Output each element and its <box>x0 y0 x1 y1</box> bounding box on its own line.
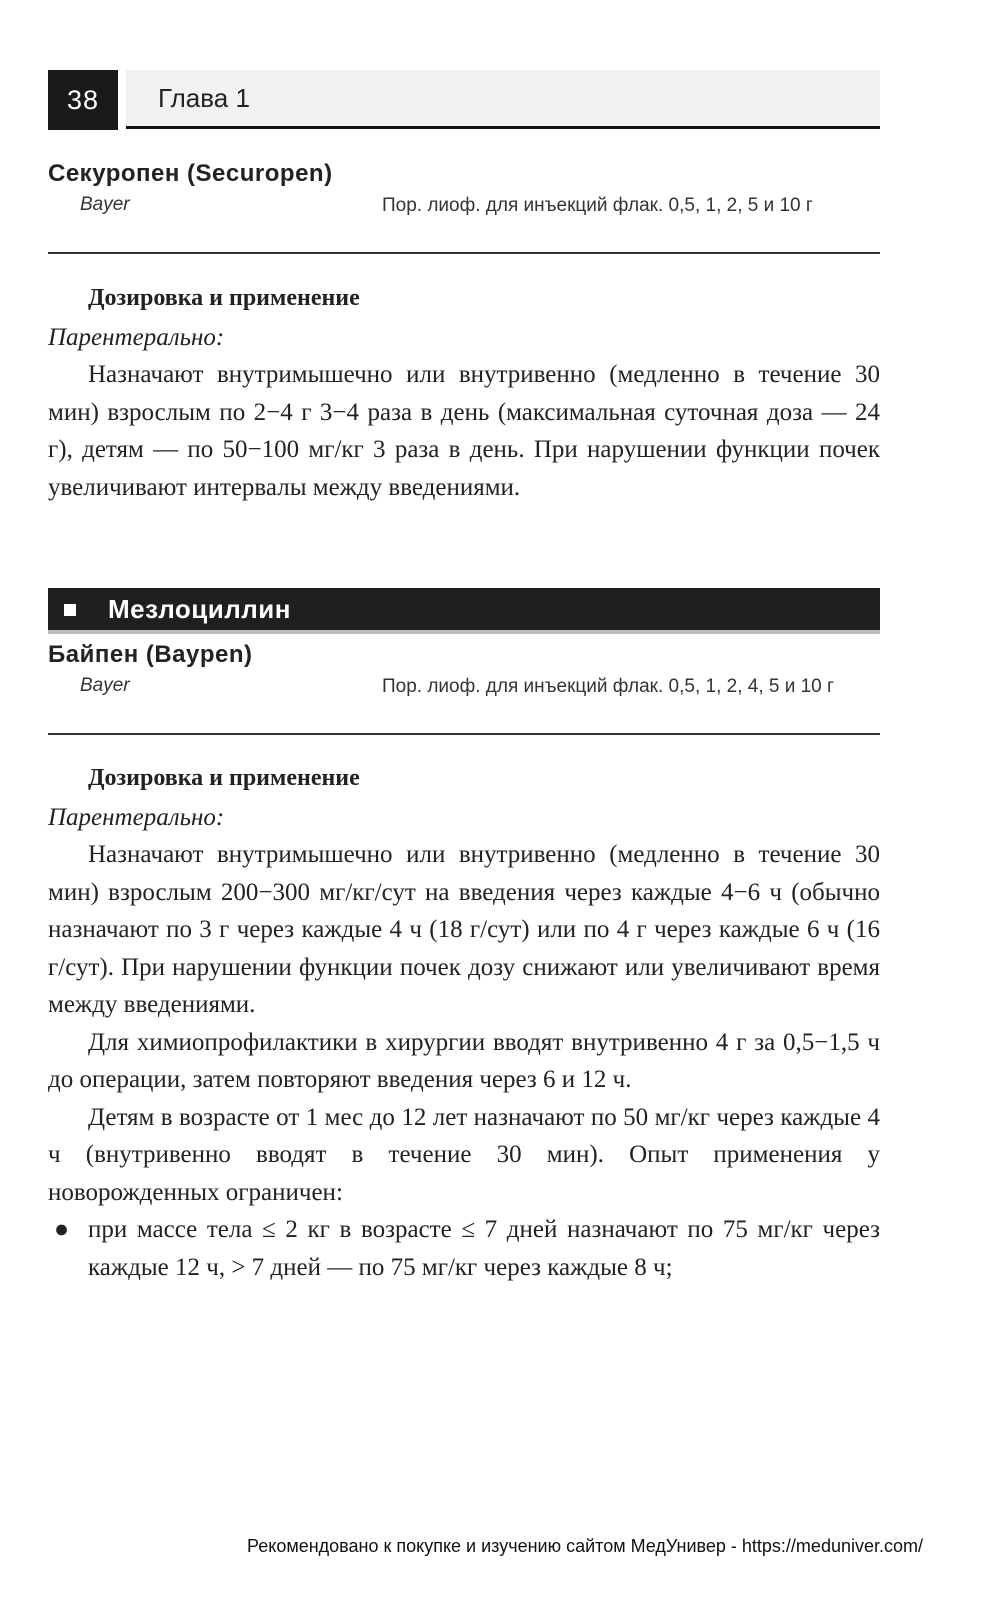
dosage-section-1 <box>48 276 880 506</box>
drug-class-bar <box>48 588 880 634</box>
drug-info-row <box>48 188 880 244</box>
drug-entry-baypen <box>48 641 880 725</box>
chapter-title: Глава 1 <box>158 83 250 113</box>
dosage-section-2 <box>48 756 880 1286</box>
footer-note: Рекомендовано к покупке и изучению сайтом МедУнивер - https://meduniver.com/ <box>247 1536 923 1556</box>
divider <box>48 733 880 735</box>
paragraph: Назначают внутримышечно или внутривенно (медленно в течение 30 мин) взрослым по 2−4 г 3−4 раза в день (максимальная суточная доза — 24 г), детям — по 50−100 мг/кг 3 раза в день. При нарушении функции почек увеличивают интервалы между введениями. <box>48 361 880 501</box>
divider <box>48 252 880 254</box>
drug-name: Байпен (Baypen) <box>48 641 253 668</box>
square-bullet-icon <box>64 604 76 616</box>
paragraph: Для химиопрофилактики в хирургии вводят внутривенно 4 г за 0,5−1,5 ч до операции, затем повторяют введения через 6 и 12 ч. <box>48 1028 880 1093</box>
section-heading: Дозировка и применение <box>88 285 360 311</box>
drug-class-title: Мезлоциллин <box>108 594 291 624</box>
drug-info-row <box>48 669 880 725</box>
section-heading: Дозировка и применение <box>88 765 360 791</box>
route-label: Парентерально: <box>48 804 225 831</box>
bullet-dot-icon: ● <box>54 1216 70 1243</box>
bullet-item <box>48 1211 880 1286</box>
page-number: 38 <box>48 70 118 130</box>
manufacturer: Bayer <box>80 675 130 696</box>
bullet-text: при массе тела ≤ 2 кг в возрасте ≤ 7 дней назначают по 75 мг/кг через каждые 12 ч, > 7 дней — по 75 мг/кг через каждые 8 ч; <box>88 1216 880 1281</box>
chapter-bar <box>126 70 880 129</box>
paragraph: Назначают внутримышечно или внутривенно (медленно в течение 30 мин) взрослым 200−300 мг/кг/сут на введения через каждые 4−6 ч (обычно назначают по 3 г через каждые 4 ч (18 г/сут) или по 4 г через каждые 6 ч (16 г/сут). При нарушении функции почек дозу снижают или увеличивают время между введениями. <box>48 841 880 1018</box>
drug-entry-securopen <box>48 160 880 244</box>
route-label: Парентерально: <box>48 324 225 351</box>
dosage-form: Пор. лиоф. для инъекций флак. 0,5, 1, 2, 4, 5 и 10 г <box>382 676 834 697</box>
paragraph: Детям в возрасте от 1 мес до 12 лет назначают по 50 мг/кг через каждые 4 ч (внутривенно вводят в течение 30 мин). Опыт применения у новорожденных ограничен: <box>48 1103 880 1206</box>
page-header <box>48 70 880 132</box>
drug-name: Секуропен (Securopen) <box>48 160 333 187</box>
dosage-form: Пор. лиоф. для инъекций флак. 0,5, 1, 2, 5 и 10 г <box>382 195 813 216</box>
manufacturer: Bayer <box>80 194 130 215</box>
